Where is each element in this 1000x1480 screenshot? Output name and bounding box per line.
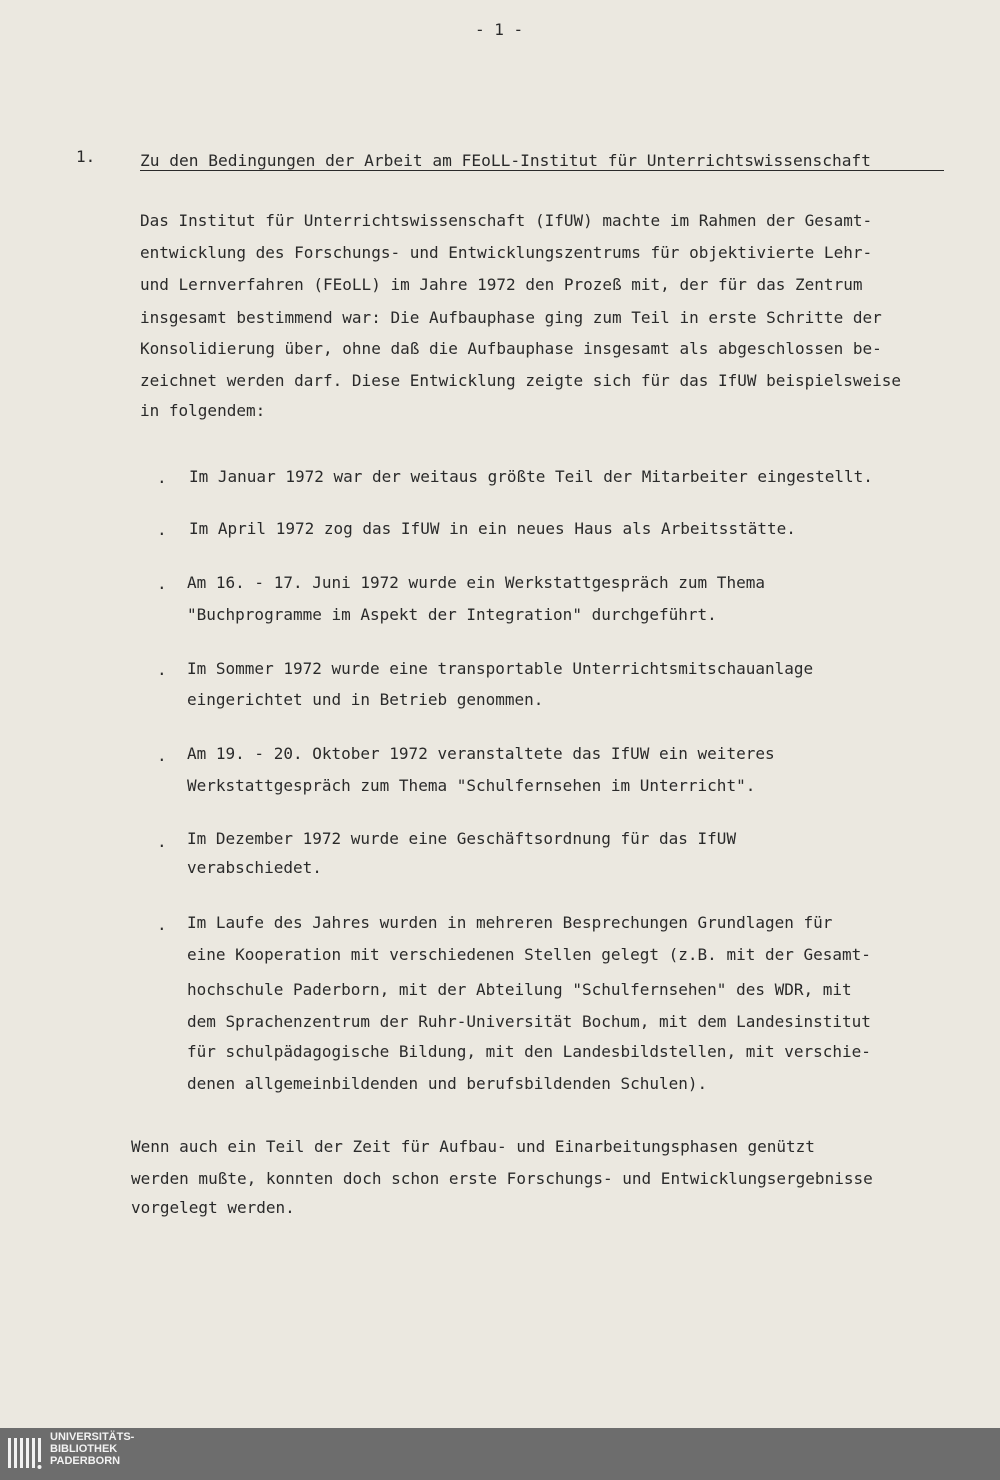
intro-line: Das Institut für Unterrichtswissenschaft (IfUW) machte im Rahmen der Gesamt-	[140, 211, 873, 230]
bullet-marker: .	[157, 574, 167, 593]
section-title-underline	[140, 170, 944, 171]
bullet-line: Im Sommer 1972 wurde eine transportable Unterrichtsmitschauanlage	[187, 659, 814, 678]
section-number: 1.	[76, 147, 96, 166]
bullet-line: Werkstattgespräch zum Thema "Schulfernsehen im Unterricht".	[187, 776, 756, 795]
bullet-line: für schulpädagogische Bildung, mit den Landesbildstellen, mit verschie-	[187, 1042, 871, 1061]
library-name: UNIVERSITÄTS- BIBLIOTHEK PADERBORN	[50, 1431, 135, 1467]
bullet-marker: .	[157, 468, 167, 487]
intro-line: entwicklung des Forschungs- und Entwicklungszentrums für objektivierte Lehr-	[140, 243, 873, 262]
bullet-line: Im Dezember 1972 wurde eine Geschäftsordnung für das IfUW	[187, 829, 737, 848]
bullet-marker: .	[157, 660, 167, 679]
bullet-marker: .	[157, 832, 167, 851]
bullet-line: "Buchprogramme im Aspekt der Integration" durchgeführt.	[187, 605, 717, 624]
intro-line: Konsolidierung über, ohne daß die Aufbauphase insgesamt als abgeschlossen be-	[140, 339, 882, 358]
closing-line: vorgelegt werden.	[131, 1198, 295, 1217]
bullet-line: eingerichtet und in Betrieb genommen.	[187, 690, 544, 709]
bullet-line: Im Laufe des Jahres wurden in mehreren Besprechungen Grundlagen für	[187, 913, 833, 932]
intro-line: und Lernverfahren (FEoLL) im Jahre 1972 den Prozeß mit, der für das Zentrum	[140, 275, 863, 294]
bullet-marker: .	[157, 520, 167, 539]
closing-line: Wenn auch ein Teil der Zeit für Aufbau- und Einarbeitungsphasen genützt	[131, 1137, 815, 1156]
bullet-line: Am 16. - 17. Juni 1972 wurde ein Werkstattgespräch zum Thema	[187, 573, 765, 592]
bullet-marker: .	[157, 915, 167, 934]
intro-line: in folgendem:	[140, 401, 266, 420]
bullet-line: Am 19. - 20. Oktober 1972 veranstaltete das IfUW ein weiteres	[187, 744, 775, 763]
library-footer	[0, 1428, 1000, 1480]
section-title: Zu den Bedingungen der Arbeit am FEoLL-Institut für Unterrichtswissenschaft	[140, 151, 871, 170]
bullet-line: hochschule Paderborn, mit der Abteilung "Schulfernsehen" des WDR, mit	[187, 980, 852, 999]
bullet-line: Im Januar 1972 war der weitaus größte Teil der Mitarbeiter eingestellt.	[189, 467, 873, 486]
closing-line: werden mußte, konnten doch schon erste Forschungs- und Entwicklungsergebnisse	[131, 1169, 873, 1188]
library-bars-icon	[8, 1436, 44, 1478]
bullet-marker: .	[157, 746, 167, 765]
bullet-line: eine Kooperation mit verschiedenen Stellen gelegt (z.B. mit der Gesamt-	[187, 945, 871, 964]
bullet-line: Im April 1972 zog das IfUW in ein neues Haus als Arbeitsstätte.	[189, 519, 796, 538]
intro-line: zeichnet werden darf. Diese Entwicklung zeigte sich für das IfUW beispielsweise	[140, 371, 901, 390]
bullet-line: denen allgemeinbildenden und berufsbildenden Schulen).	[187, 1074, 708, 1093]
bullet-line: verabschiedet.	[187, 858, 322, 877]
page-number: - 1 -	[475, 20, 524, 39]
bullet-line: dem Sprachenzentrum der Ruhr-Universität Bochum, mit dem Landesinstitut	[187, 1012, 871, 1031]
intro-line: insgesamt bestimmend war: Die Aufbauphase ging zum Teil in erste Schritte der	[140, 308, 882, 327]
